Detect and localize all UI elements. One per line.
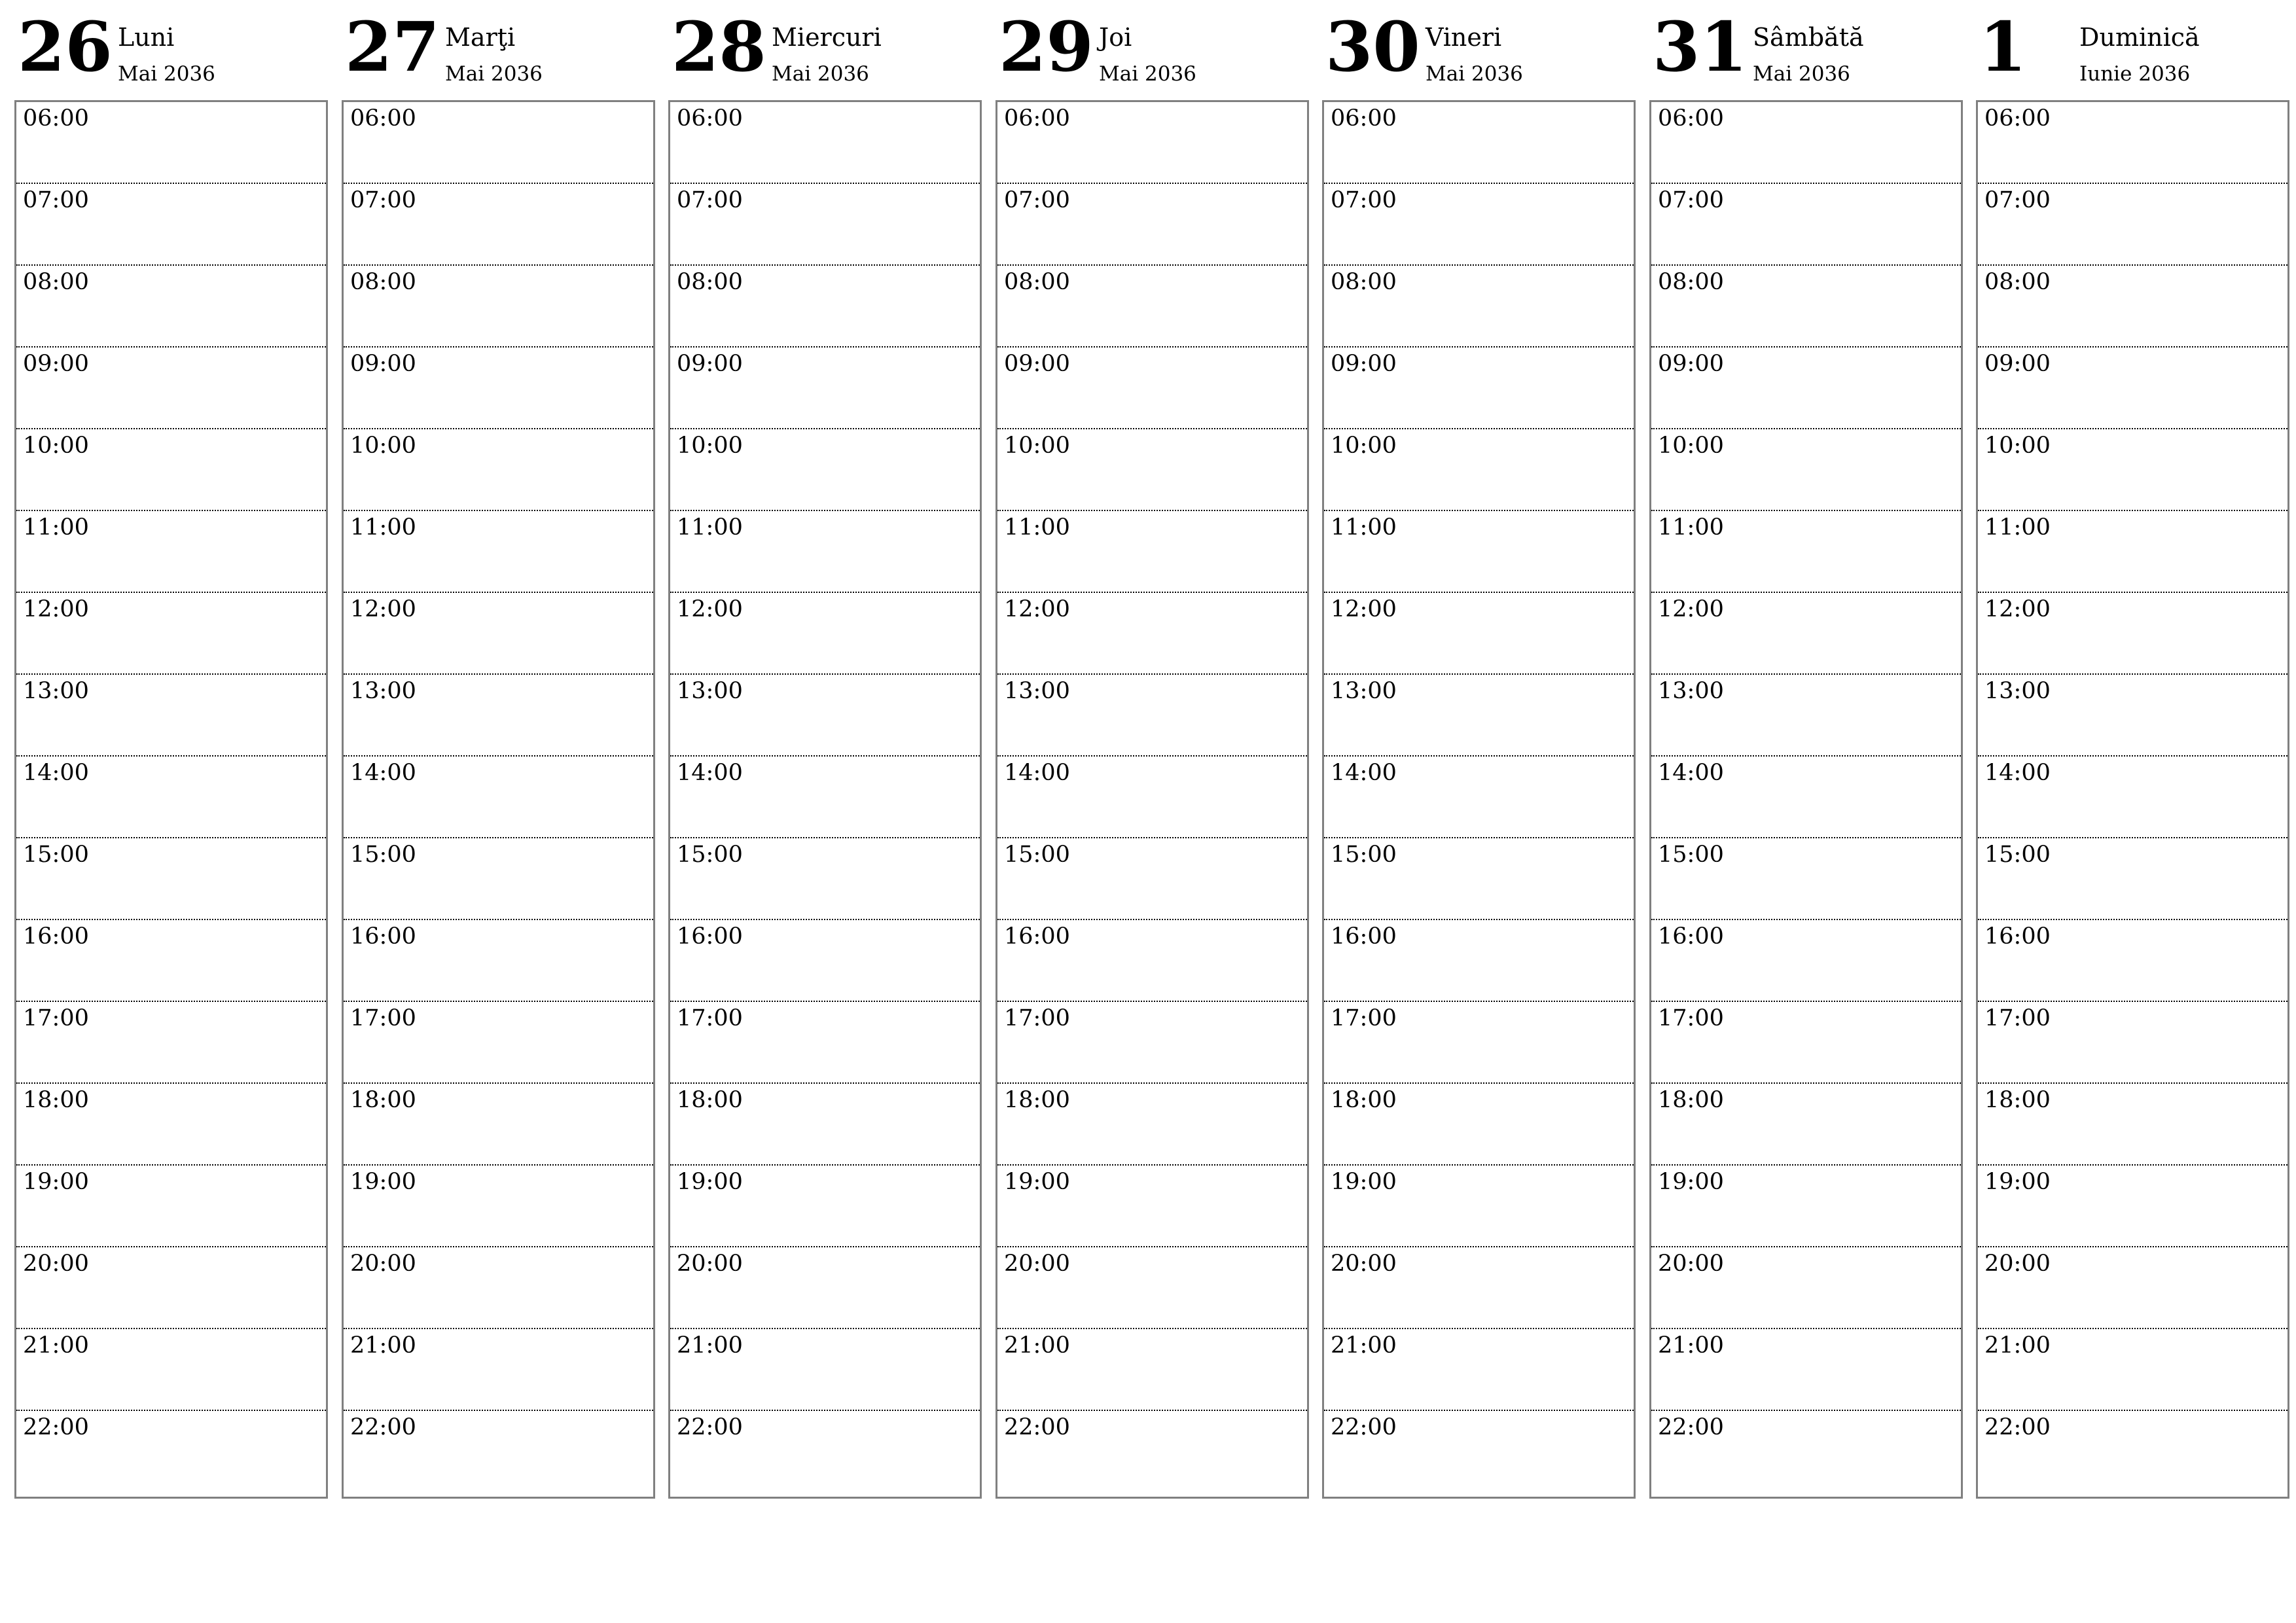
hour-label: 07:00 — [1004, 187, 1070, 213]
hour-label: 20:00 — [677, 1251, 743, 1277]
hour-label: 17:00 — [1004, 1005, 1070, 1031]
hour-slot[interactable] — [16, 1329, 326, 1411]
hour-label: 12:00 — [1984, 596, 2051, 622]
hour-slot[interactable] — [1651, 184, 1961, 266]
hour-slot[interactable] — [1651, 266, 1961, 348]
hour-slot[interactable] — [16, 511, 326, 593]
day-name: Sâmbătă — [1753, 23, 1864, 52]
hour-slot[interactable] — [1324, 1247, 1634, 1329]
hour-label: 20:00 — [1658, 1251, 1724, 1277]
hour-slot[interactable] — [670, 102, 980, 184]
hour-label: 09:00 — [350, 351, 416, 377]
day-header — [1649, 0, 1962, 99]
hour-slot[interactable] — [344, 757, 653, 838]
hour-slot[interactable] — [344, 1084, 653, 1166]
hour-label: 13:00 — [1658, 678, 1724, 704]
hour-label: 10:00 — [677, 433, 743, 459]
hour-slot[interactable] — [997, 1002, 1307, 1084]
hour-slot[interactable] — [670, 348, 980, 429]
day-number: 28 — [672, 7, 766, 87]
hour-slot[interactable] — [670, 511, 980, 593]
hour-label: 15:00 — [23, 842, 89, 868]
day-month-year: Mai 2036 — [118, 62, 215, 86]
hour-slot[interactable] — [1324, 838, 1634, 920]
day-header — [342, 0, 654, 99]
hour-label: 08:00 — [23, 269, 89, 295]
day-header — [14, 0, 327, 99]
hour-label: 19:00 — [1984, 1169, 2051, 1195]
hour-slot[interactable] — [1324, 757, 1634, 838]
hour-slot[interactable] — [344, 593, 653, 675]
hour-slot[interactable] — [997, 838, 1307, 920]
hour-label: 07:00 — [350, 187, 416, 213]
hour-slot[interactable] — [16, 757, 326, 838]
hour-label: 19:00 — [1331, 1169, 1397, 1195]
hour-slot[interactable] — [16, 184, 326, 266]
hour-label: 22:00 — [1984, 1414, 2051, 1440]
hour-label: 17:00 — [677, 1005, 743, 1031]
day-schedule-box — [1322, 100, 1636, 1499]
hour-label: 20:00 — [350, 1251, 416, 1277]
hour-label: 16:00 — [677, 923, 743, 950]
hour-slot[interactable] — [1324, 920, 1634, 1002]
hour-label: 15:00 — [1984, 842, 2051, 868]
hour-label: 11:00 — [1331, 514, 1397, 541]
hour-slot[interactable] — [997, 1084, 1307, 1166]
day-name: Luni — [118, 23, 175, 52]
hour-slot[interactable] — [344, 266, 653, 348]
hour-slot[interactable] — [1978, 1411, 2287, 1491]
hour-label: 18:00 — [350, 1087, 416, 1113]
hour-slot[interactable] — [1651, 1247, 1961, 1329]
hour-label: 14:00 — [23, 760, 89, 786]
hour-label: 16:00 — [1331, 923, 1397, 950]
hour-slot[interactable] — [997, 102, 1307, 184]
day-name: Marţi — [445, 23, 516, 52]
hour-slot[interactable] — [997, 1247, 1307, 1329]
day-schedule-box — [1976, 100, 2289, 1499]
hour-slot[interactable] — [997, 1411, 1307, 1491]
hour-label: 17:00 — [1331, 1005, 1397, 1031]
hour-label: 09:00 — [23, 351, 89, 377]
hour-slot[interactable] — [1651, 1329, 1961, 1411]
hour-label: 10:00 — [1004, 433, 1070, 459]
hour-label: 12:00 — [1658, 596, 1724, 622]
hour-slot[interactable] — [1978, 266, 2287, 348]
hour-label: 13:00 — [1984, 678, 2051, 704]
hour-slot[interactable] — [16, 838, 326, 920]
hour-slot[interactable] — [344, 1411, 653, 1491]
hour-label: 11:00 — [1004, 514, 1070, 541]
hour-label: 11:00 — [1984, 514, 2051, 541]
hour-slot[interactable] — [1324, 1411, 1634, 1491]
hour-label: 22:00 — [1331, 1414, 1397, 1440]
hour-slot[interactable] — [997, 675, 1307, 757]
hour-slot[interactable] — [670, 1411, 980, 1491]
hour-slot[interactable] — [670, 757, 980, 838]
hour-slot[interactable] — [1324, 348, 1634, 429]
hour-label: 18:00 — [1658, 1087, 1724, 1113]
hour-slot[interactable] — [344, 348, 653, 429]
hour-slot[interactable] — [997, 184, 1307, 266]
hour-label: 21:00 — [23, 1332, 89, 1359]
day-schedule-box — [342, 100, 655, 1499]
hour-label: 13:00 — [1004, 678, 1070, 704]
hour-label: 09:00 — [1331, 351, 1397, 377]
hour-label: 17:00 — [1658, 1005, 1724, 1031]
day-name: Joi — [1099, 23, 1132, 52]
hour-slot[interactable] — [16, 920, 326, 1002]
hour-label: 22:00 — [23, 1414, 89, 1440]
day-number: 31 — [1653, 7, 1748, 87]
hour-label: 17:00 — [1984, 1005, 2051, 1031]
hour-slot[interactable] — [1978, 593, 2287, 675]
hour-label: 11:00 — [350, 514, 416, 541]
day-column — [14, 0, 327, 1499]
hour-slot[interactable] — [1978, 920, 2287, 1002]
hour-label: 15:00 — [1004, 842, 1070, 868]
hour-label: 21:00 — [1004, 1332, 1070, 1359]
hour-slot[interactable] — [16, 1002, 326, 1084]
hour-slot[interactable] — [670, 1084, 980, 1166]
hour-slot[interactable] — [997, 757, 1307, 838]
hour-label: 22:00 — [350, 1414, 416, 1440]
hour-slot[interactable] — [344, 429, 653, 511]
hour-slot[interactable] — [670, 920, 980, 1002]
hour-slot[interactable] — [16, 1166, 326, 1247]
hour-label: 16:00 — [23, 923, 89, 950]
hour-slot[interactable] — [997, 593, 1307, 675]
hour-label: 22:00 — [677, 1414, 743, 1440]
hour-slot[interactable] — [1978, 757, 2287, 838]
hour-slot[interactable] — [1978, 1247, 2287, 1329]
hour-slot[interactable] — [1978, 838, 2287, 920]
hour-slot[interactable] — [1651, 920, 1961, 1002]
hour-slot[interactable] — [1978, 348, 2287, 429]
hour-label: 15:00 — [350, 842, 416, 868]
hour-slot[interactable] — [1324, 1002, 1634, 1084]
hour-slot[interactable] — [16, 1411, 326, 1491]
hour-slot[interactable] — [1978, 429, 2287, 511]
hour-label: 06:00 — [23, 105, 89, 132]
hour-label: 08:00 — [1004, 269, 1070, 295]
hour-slot[interactable] — [670, 266, 980, 348]
hour-slot[interactable] — [16, 675, 326, 757]
hour-label: 09:00 — [1004, 351, 1070, 377]
hour-label: 08:00 — [677, 269, 743, 295]
hour-label: 08:00 — [1984, 269, 2051, 295]
hour-label: 07:00 — [1331, 187, 1397, 213]
hour-label: 12:00 — [23, 596, 89, 622]
hour-slot[interactable] — [1324, 1166, 1634, 1247]
day-month-year: Mai 2036 — [1099, 62, 1196, 86]
hour-label: 19:00 — [677, 1169, 743, 1195]
hour-label: 18:00 — [1331, 1087, 1397, 1113]
hour-label: 20:00 — [1984, 1251, 2051, 1277]
hour-slot[interactable] — [1324, 511, 1634, 593]
hour-label: 19:00 — [1004, 1169, 1070, 1195]
hour-slot[interactable] — [1324, 593, 1634, 675]
day-number: 26 — [18, 7, 113, 87]
hour-slot[interactable] — [16, 593, 326, 675]
hour-slot[interactable] — [344, 511, 653, 593]
hour-label: 07:00 — [1984, 187, 2051, 213]
hour-slot[interactable] — [16, 1247, 326, 1329]
hour-label: 20:00 — [1004, 1251, 1070, 1277]
hour-label: 14:00 — [1004, 760, 1070, 786]
hour-slot[interactable] — [344, 184, 653, 266]
day-number: 29 — [999, 7, 1094, 87]
hour-label: 06:00 — [677, 105, 743, 132]
day-number: 1 — [1979, 7, 2027, 87]
hour-label: 21:00 — [1984, 1332, 2051, 1359]
hour-slot[interactable] — [670, 1247, 980, 1329]
hour-slot[interactable] — [344, 838, 653, 920]
hour-slot[interactable] — [1651, 1002, 1961, 1084]
hour-slot[interactable] — [344, 1166, 653, 1247]
hour-slot[interactable] — [344, 920, 653, 1002]
hour-slot[interactable] — [1978, 1329, 2287, 1411]
hour-label: 16:00 — [1658, 923, 1724, 950]
hour-label: 06:00 — [1331, 105, 1397, 132]
day-schedule-box — [1649, 100, 1963, 1499]
hour-slot[interactable] — [16, 348, 326, 429]
hour-slot[interactable] — [1651, 675, 1961, 757]
hour-slot[interactable] — [1978, 511, 2287, 593]
hour-label: 15:00 — [677, 842, 743, 868]
hour-slot[interactable] — [1324, 266, 1634, 348]
hour-label: 16:00 — [350, 923, 416, 950]
day-header — [1322, 0, 1634, 99]
day-schedule-box — [996, 100, 1309, 1499]
hour-slot[interactable] — [1978, 184, 2287, 266]
hour-slot[interactable] — [997, 511, 1307, 593]
day-number: 27 — [345, 7, 440, 87]
hour-slot[interactable] — [344, 1002, 653, 1084]
hour-label: 18:00 — [23, 1087, 89, 1113]
hour-slot[interactable] — [670, 184, 980, 266]
hour-slot[interactable] — [1978, 1084, 2287, 1166]
hour-label: 13:00 — [23, 678, 89, 704]
hour-label: 12:00 — [1004, 596, 1070, 622]
hour-label: 14:00 — [1984, 760, 2051, 786]
hour-label: 06:00 — [1004, 105, 1070, 132]
day-header — [1976, 0, 2288, 99]
hour-slot[interactable] — [997, 920, 1307, 1002]
day-header — [996, 0, 1308, 99]
day-column — [996, 0, 1308, 1499]
hour-label: 16:00 — [1004, 923, 1070, 950]
hour-slot[interactable] — [997, 266, 1307, 348]
hour-slot[interactable] — [1324, 675, 1634, 757]
hour-slot[interactable] — [1978, 1166, 2287, 1247]
hour-label: 13:00 — [350, 678, 416, 704]
hour-slot[interactable] — [1651, 593, 1961, 675]
hour-label: 14:00 — [677, 760, 743, 786]
hour-slot[interactable] — [1651, 348, 1961, 429]
hour-slot[interactable] — [1978, 102, 2287, 184]
hour-slot[interactable] — [1651, 102, 1961, 184]
hour-slot[interactable] — [1651, 511, 1961, 593]
hour-label: 08:00 — [1658, 269, 1724, 295]
hour-label: 14:00 — [1658, 760, 1724, 786]
hour-label: 19:00 — [23, 1169, 89, 1195]
hour-label: 13:00 — [677, 678, 743, 704]
hour-slot[interactable] — [1324, 184, 1634, 266]
hour-label: 15:00 — [1331, 842, 1397, 868]
day-schedule-box — [14, 100, 328, 1499]
hour-slot[interactable] — [1651, 838, 1961, 920]
hour-label: 12:00 — [350, 596, 416, 622]
hour-slot[interactable] — [344, 102, 653, 184]
day-name: Miercuri — [772, 23, 882, 52]
hour-label: 19:00 — [350, 1169, 416, 1195]
hour-slot[interactable] — [670, 593, 980, 675]
hour-label: 06:00 — [350, 105, 416, 132]
hour-slot[interactable] — [1978, 675, 2287, 757]
hour-label: 16:00 — [1984, 923, 2051, 950]
hour-slot[interactable] — [1651, 1166, 1961, 1247]
hour-label: 11:00 — [23, 514, 89, 541]
hour-label: 18:00 — [1004, 1087, 1070, 1113]
hour-slot[interactable] — [1324, 429, 1634, 511]
hour-slot[interactable] — [344, 1247, 653, 1329]
day-month-year: Mai 2036 — [772, 62, 869, 86]
hour-label: 10:00 — [1658, 433, 1724, 459]
hour-label: 09:00 — [1984, 351, 2051, 377]
hour-label: 10:00 — [1984, 433, 2051, 459]
hour-label: 07:00 — [1658, 187, 1724, 213]
hour-slot[interactable] — [1324, 102, 1634, 184]
hour-slot[interactable] — [670, 1002, 980, 1084]
hour-label: 11:00 — [677, 514, 743, 541]
hour-slot[interactable] — [16, 102, 326, 184]
hour-label: 10:00 — [1331, 433, 1397, 459]
hour-label: 13:00 — [1331, 678, 1397, 704]
day-column — [1976, 0, 2288, 1499]
hour-label: 22:00 — [1658, 1414, 1724, 1440]
hour-label: 12:00 — [1331, 596, 1397, 622]
hour-slot[interactable] — [670, 838, 980, 920]
day-column — [342, 0, 654, 1499]
hour-slot[interactable] — [997, 1329, 1307, 1411]
day-column — [668, 0, 980, 1499]
weekly-planner — [14, 0, 2286, 1505]
hour-slot[interactable] — [16, 429, 326, 511]
day-month-year: Mai 2036 — [1753, 62, 1850, 86]
day-schedule-box — [668, 100, 982, 1499]
hour-label: 17:00 — [350, 1005, 416, 1031]
hour-label: 21:00 — [1658, 1332, 1724, 1359]
hour-slot[interactable] — [16, 1084, 326, 1166]
hour-label: 11:00 — [1658, 514, 1724, 541]
hour-label: 17:00 — [23, 1005, 89, 1031]
hour-slot[interactable] — [670, 675, 980, 757]
hour-label: 20:00 — [1331, 1251, 1397, 1277]
hour-slot[interactable] — [1651, 1411, 1961, 1491]
hour-slot[interactable] — [997, 429, 1307, 511]
hour-slot[interactable] — [670, 1329, 980, 1411]
hour-label: 18:00 — [677, 1087, 743, 1113]
hour-label: 12:00 — [677, 596, 743, 622]
hour-label: 19:00 — [1658, 1169, 1724, 1195]
hour-label: 20:00 — [23, 1251, 89, 1277]
day-name: Vineri — [1426, 23, 1502, 52]
hour-label: 10:00 — [350, 433, 416, 459]
hour-slot[interactable] — [1651, 757, 1961, 838]
hour-slot[interactable] — [16, 266, 326, 348]
hour-slot[interactable] — [1978, 1002, 2287, 1084]
day-month-year: Mai 2036 — [445, 62, 543, 86]
day-month-year: Iunie 2036 — [2079, 62, 2191, 86]
hour-label: 08:00 — [350, 269, 416, 295]
hour-label: 21:00 — [1331, 1332, 1397, 1359]
day-number: 30 — [1325, 7, 1420, 87]
hour-slot[interactable] — [997, 1166, 1307, 1247]
hour-slot[interactable] — [1651, 429, 1961, 511]
hour-label: 14:00 — [1331, 760, 1397, 786]
hour-label: 21:00 — [677, 1332, 743, 1359]
hour-label: 07:00 — [677, 187, 743, 213]
hour-label: 07:00 — [23, 187, 89, 213]
hour-label: 10:00 — [23, 433, 89, 459]
hour-label: 09:00 — [677, 351, 743, 377]
hour-label: 18:00 — [1984, 1087, 2051, 1113]
hour-slot[interactable] — [1324, 1329, 1634, 1411]
hour-label: 22:00 — [1004, 1414, 1070, 1440]
day-header — [668, 0, 980, 99]
hour-slot[interactable] — [1651, 1084, 1961, 1166]
hour-slot[interactable] — [670, 1166, 980, 1247]
hour-slot[interactable] — [997, 348, 1307, 429]
hour-slot[interactable] — [344, 675, 653, 757]
day-name: Duminică — [2079, 23, 2200, 52]
hour-label: 14:00 — [350, 760, 416, 786]
hour-slot[interactable] — [344, 1329, 653, 1411]
hour-label: 09:00 — [1658, 351, 1724, 377]
hour-label: 21:00 — [350, 1332, 416, 1359]
hour-slot[interactable] — [670, 429, 980, 511]
day-column — [1322, 0, 1634, 1499]
hour-label: 15:00 — [1658, 842, 1724, 868]
day-month-year: Mai 2036 — [1426, 62, 1523, 86]
hour-label: 08:00 — [1331, 269, 1397, 295]
hour-slot[interactable] — [1324, 1084, 1634, 1166]
hour-label: 06:00 — [1658, 105, 1724, 132]
day-column — [1649, 0, 1962, 1499]
hour-label: 06:00 — [1984, 105, 2051, 132]
